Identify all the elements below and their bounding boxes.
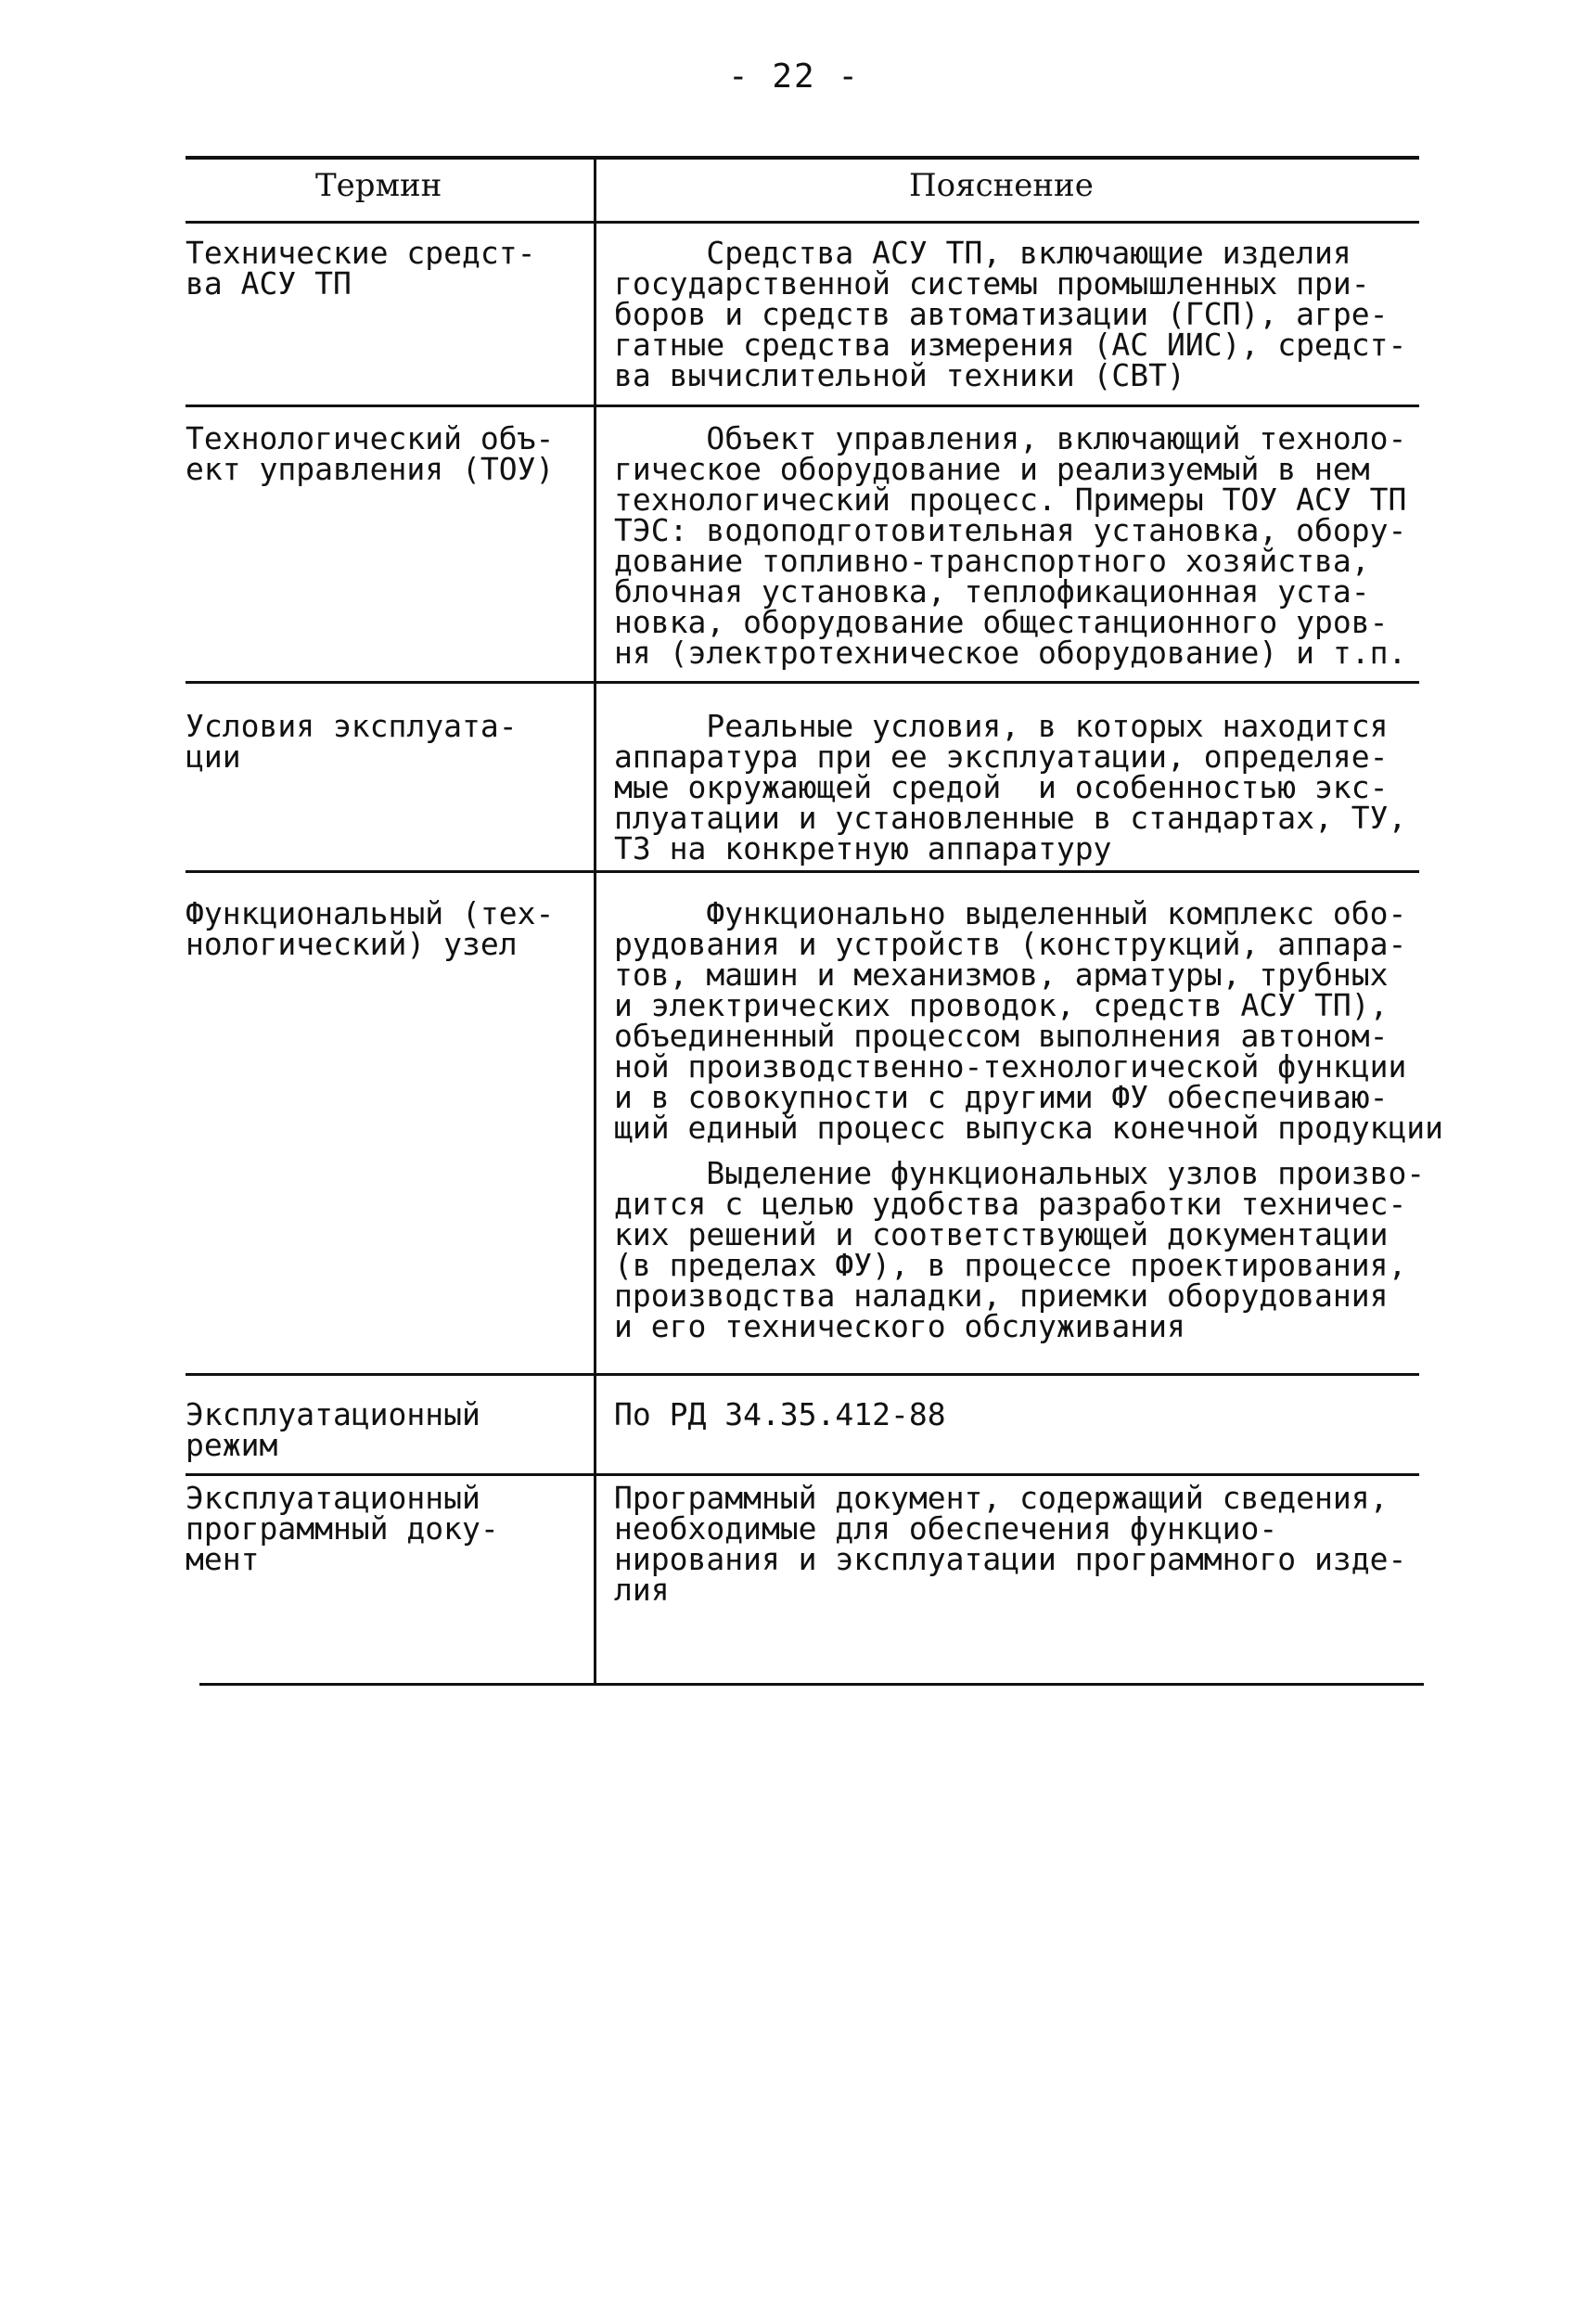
row-rule bbox=[186, 404, 1419, 407]
row-rule bbox=[186, 1473, 1419, 1476]
row-rule bbox=[186, 870, 1419, 873]
header-term: Термин bbox=[315, 167, 442, 204]
table-top-rule bbox=[186, 156, 1419, 160]
column-divider bbox=[594, 156, 596, 1685]
table-row-term: Условия эксплуата- ции bbox=[186, 708, 518, 775]
table-row-explanation-continued: Выделение функциональных узлов произво- дится с целью удобства разработки техничес- ких решений и соответствующей документации (в пределах ФУ), в процессе проектирования, производства наладки, приемки оборудования и его технического обслуживания bbox=[614, 1155, 1426, 1344]
row-rule bbox=[186, 1373, 1419, 1376]
header-explanation: Пояснение bbox=[909, 167, 1094, 204]
page-number: - 22 - bbox=[727, 58, 861, 96]
table-row-explanation: Реальные условия, в которых находится аппаратура при ее эксплуатации, определяе- мые окружающей средой и особенностью экс- плуатации и установленные в стандартах, ТУ, ТЗ на конкретную аппаратуру bbox=[614, 708, 1407, 867]
header-rule bbox=[186, 221, 1419, 224]
table-row-term: Эксплуатационный режим bbox=[186, 1396, 480, 1463]
table-row-explanation: Функционально выделенный комплекс обо- рудования и устройств (конструкций, аппара- тов, машин и механизмов, арматуры, трубных и электрических проводок, средств АСУ ТП), объединенный процессом выполнения автоном- ной производственно-технологической функции и в совокупности с другими ФУ обеспечиваю- щий единый процесс выпуска конечной продукции bbox=[614, 895, 1444, 1146]
row-rule bbox=[186, 681, 1419, 684]
table-row-explanation: Объект управления, включающий техноло- гическое оборудование и реализуемый в нем технологический процесс. Примеры ТОУ АСУ ТП ТЭС: водоподготовительная установка, обору- дование топливно-транспортного хозяйства, блочная установка, теплофикационная уста- новка, оборудование общестанционного уров- ня (электротехническое оборудование) и т.п. bbox=[614, 420, 1407, 671]
table-row-term: Технические средст- ва АСУ ТП bbox=[186, 235, 536, 302]
table-row-explanation: По РД 34.35.412-88 bbox=[614, 1396, 946, 1432]
table-bottom-rule bbox=[199, 1683, 1424, 1686]
table-row-term: Функциональный (тех- нологический) узел bbox=[186, 895, 555, 962]
table-row-term: Эксплуатационный программный доку- мент bbox=[186, 1480, 499, 1577]
table-row-term: Технологический объ- ект управления (ТОУ) bbox=[186, 420, 555, 487]
table-row-explanation: Программный документ, содержащий сведения, необходимые для обеспечения функцио- нирования и эксплуатации программного изде- лия bbox=[614, 1480, 1407, 1608]
table-row-explanation: Средства АСУ ТП, включающие изделия государственной системы промышленных при- боров и средств автоматизации (ГСП), агре- гатные средства измерения (АС ИИС), средст- ва вычислительной техники (СВТ) bbox=[614, 235, 1407, 393]
